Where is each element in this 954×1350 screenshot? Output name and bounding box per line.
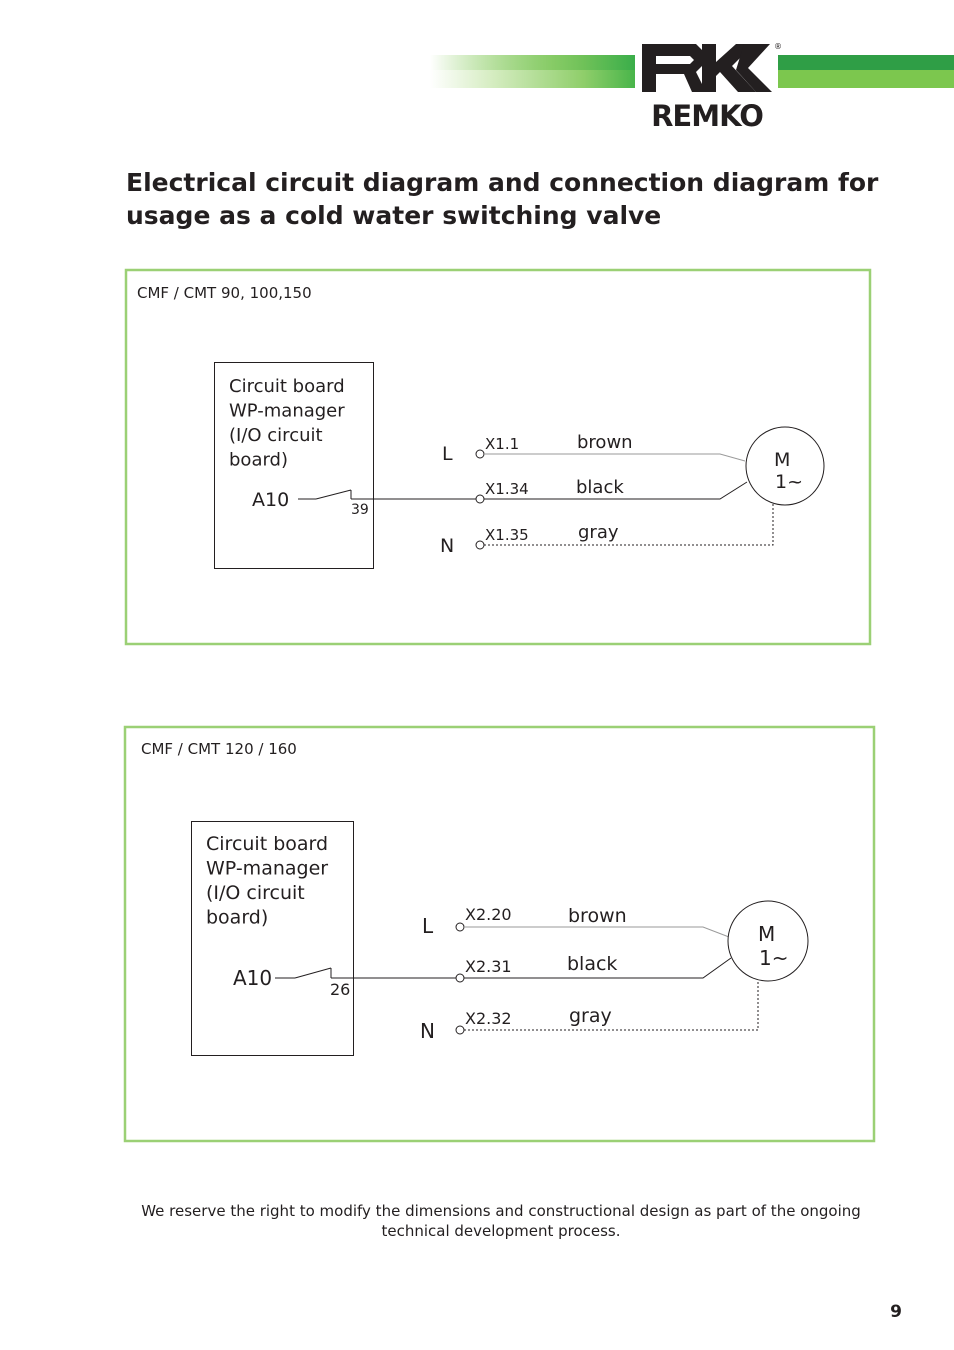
terminal-2 [476,495,484,503]
board-line-3: (I/O circuit [229,425,323,446]
motor-label: M [774,449,791,471]
header-stripe-right [772,55,954,88]
model-label: CMF / CMT 120 / 160 [141,740,297,758]
motor-label: M [758,922,776,946]
header-stripe-left [430,55,635,88]
wire-label-black: black [567,953,618,975]
phase-label: L [442,443,453,465]
model-label: CMF / CMT 90, 100,150 [137,284,312,302]
neutral-label: N [420,1019,435,1043]
registered-mark: ® [774,42,782,51]
board-line-1: Circuit board [229,376,345,397]
brand-wordmark: REMKO [651,99,763,133]
circuit-diagram-1 [124,268,874,648]
terminal-3 [476,541,484,549]
wire-label-gray: gray [578,522,619,543]
relay-pin-label: 39 [351,502,369,518]
relay-label: A10 [252,489,290,511]
relay-label: A10 [233,966,273,990]
terminal-1 [456,923,464,931]
motor-phase-label: 1~ [759,946,789,970]
terminal-label-2: X1.34 [485,480,529,498]
board-line-3: (I/O circuit [206,882,305,904]
wire-label-gray: gray [569,1005,612,1027]
brown-wire [464,927,729,937]
circuit-diagram-2 [123,725,878,1145]
board-line-2: WP-manager [206,857,329,880]
board-line-4: board) [229,449,289,471]
board-line-1: Circuit board [206,833,329,855]
terminal-label-1: X1.1 [485,435,520,453]
terminal-3 [456,1026,464,1034]
remko-logo [636,40,782,133]
page-number: 9 [890,1302,902,1322]
board-line-4: board) [206,906,269,929]
footer-disclaimer: We reserve the right to modify the dimensions and constructional design as part of the ongoing technical development process. [141,1202,861,1240]
wire-label-black: black [576,477,624,498]
brown-wire [484,454,745,461]
terminal-1 [476,450,484,458]
terminal-2 [456,974,464,982]
terminal-label-3: X2.32 [465,1009,512,1028]
terminal-label-1: X2.20 [465,905,512,924]
page-title: Electrical circuit diagram and connection diagram for usage as a cold water switching valve [126,168,879,230]
neutral-label: N [440,535,455,557]
terminal-label-2: X2.31 [465,957,512,976]
board-line-2: WP-manager [229,400,345,422]
relay-switch-contact [295,968,331,978]
relay-pin-label: 26 [330,980,351,999]
relay-switch-contact [316,490,351,499]
wire-label-brown: brown [568,905,627,927]
wire-label-brown: brown [577,432,633,453]
motor-phase-label: 1~ [775,471,804,493]
terminal-label-3: X1.35 [485,526,529,544]
phase-label: L [422,914,434,938]
